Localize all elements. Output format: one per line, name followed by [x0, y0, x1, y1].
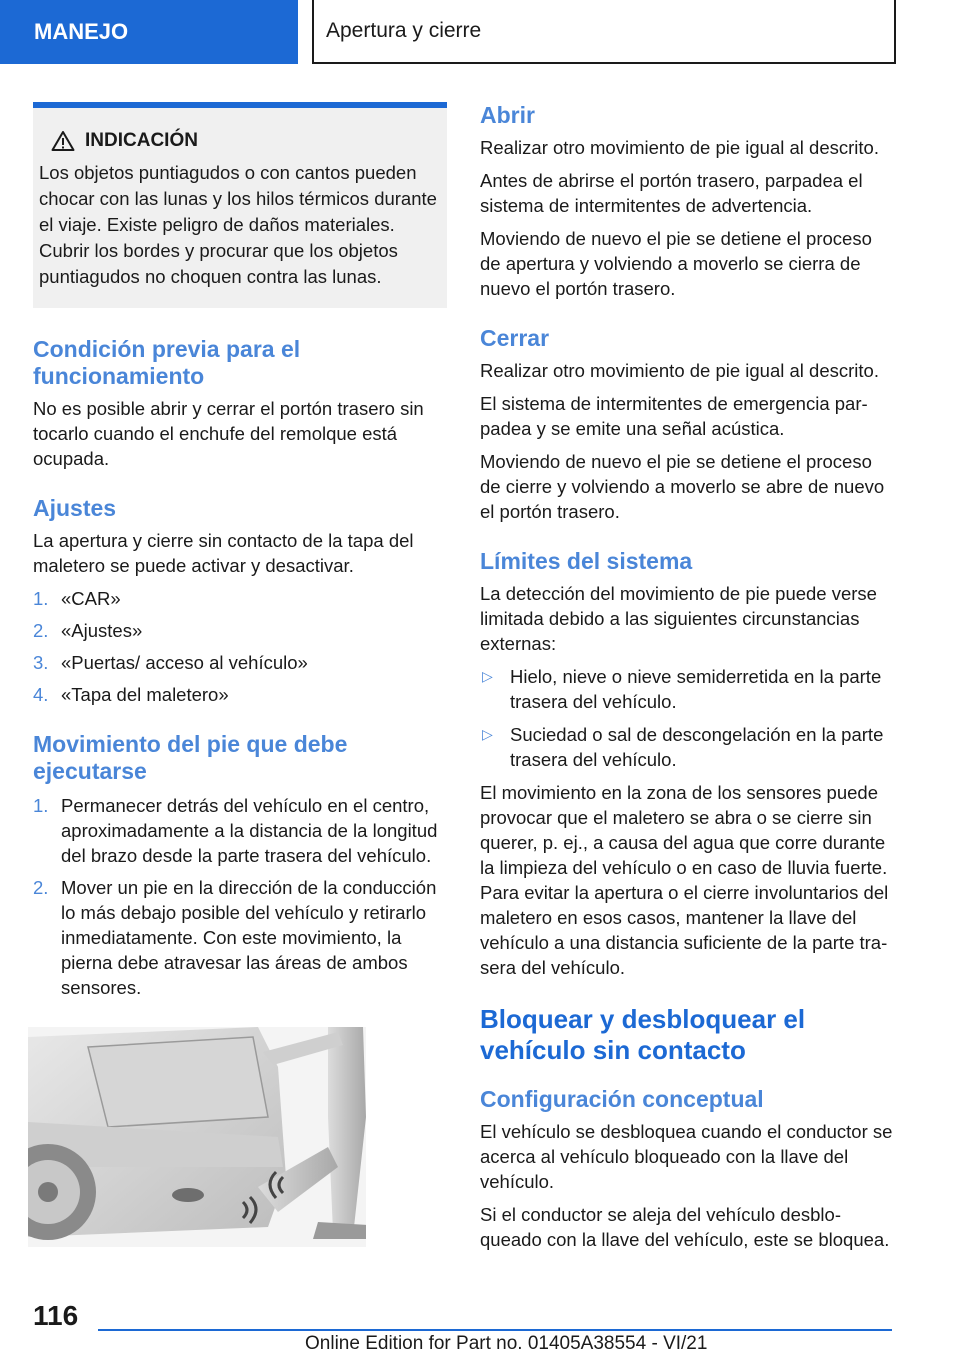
warning-icon: [51, 130, 75, 152]
warning-title: INDICACIÓN: [85, 130, 198, 151]
step-number: 1.: [33, 795, 49, 816]
step-text: Permanecer detrás del vehículo en el centro, aproximadamente a la distancia de la longitud del brazo desde la parte trasera del vehículo.: [61, 795, 438, 866]
limits-heading: Límites del sistema: [480, 548, 693, 574]
open-paragraph: Antes de abrirse el portón trasero, parpadea el sistema de intermitentes de advertencia.: [480, 170, 863, 216]
keyless-subheading: Configuración conceptual: [480, 1086, 764, 1112]
step-number: 4.: [33, 684, 49, 705]
chapter-header: [312, 0, 896, 64]
close-paragraph: Moviendo de nuevo el pie se detiene el proceso de cierre y volviendo a moverlo se abre de nuevo el portón trasero.: [480, 451, 885, 522]
keyless-section: [480, 1004, 896, 1252]
open-paragraph: Moviendo de nuevo el pie se detiene el proceso de apertura y volviendo a moverlo se cierra de nuevo el portón trasero.: [480, 228, 872, 299]
keyless-paragraph: Si el conductor se aleja del vehículo desbloqueado con la llave del vehículo, este se bloquea.: [480, 1204, 890, 1250]
triangle-bullet-icon: ▷: [482, 726, 493, 742]
warning-box: [33, 102, 447, 308]
triangle-bullet-icon: ▷: [482, 668, 493, 684]
list-item: [33, 682, 447, 707]
open-paragraph: Realizar otro movimiento de pie igual al descrito.: [480, 137, 879, 158]
movement-section: [33, 731, 447, 1000]
left-column: [33, 102, 447, 1024]
limits-section: [480, 548, 896, 980]
limits-intro: La detección del movimiento de pie puede verse limitada debido a las siguientes circunstancias externas:: [480, 583, 877, 654]
close-paragraph: El sistema de intermitentes de emergencia parpadea y se emite una señal acústica.: [480, 393, 868, 439]
step-number: 1.: [33, 588, 49, 609]
step-text: «Puertas/ acceso al vehículo»: [61, 652, 308, 673]
chapter-title: Apertura y cierre: [326, 19, 482, 42]
list-item: [33, 586, 447, 611]
warning-text: Los objetos puntiagudos o con cantos pueden chocar con las lunas y los hilos térmicos durante el viaje. Existe peligro de daños materiales. Cubrir los bordes y procurar que los objetos puntiagudos no choquen contra las lunas.: [39, 162, 437, 287]
precondition-heading: Condición previa para el funcionamiento: [33, 336, 301, 389]
limits-list: [480, 664, 896, 772]
limits-outro: El movimiento en la zona de los sensores puede provocar que el maletero se abra o se cierre sin querer, p. ej., a causa del agua que corre durante la limpieza del vehículo o en caso de lluvia fuerte. Para evitar la apertura o el cierre involuntarios del maletero en esos casos, mantener la llave del vehículo a una distancia suficiente de la parte trasera del vehículo.: [480, 782, 889, 978]
bullet-text: Suciedad o sal de descongelación en la parte trasera del vehículo.: [510, 724, 884, 770]
warning-header: [39, 130, 437, 152]
car-rear-person-image: [28, 1027, 366, 1247]
settings-steps: [33, 586, 447, 707]
edition-note: Online Edition for Part no. 01405A38554 - VI/21: [305, 1333, 708, 1354]
settings-text: La apertura y cierre sin contacto de la tapa del maletero se puede activar y desactivar.: [33, 530, 414, 576]
step-number: 2.: [33, 877, 49, 898]
precondition-text: No es posible abrir y cerrar el portón trasero sin tocarlo cuando el enchufe del remolque está ocupada.: [33, 398, 424, 469]
settings-section: [33, 495, 447, 707]
close-paragraph: Realizar otro movimiento de pie igual al descrito.: [480, 360, 879, 381]
movement-heading: Movimiento del pie que debe ejecutarse: [33, 731, 348, 784]
list-item: [33, 650, 447, 675]
list-item: [33, 875, 447, 1000]
step-text: «Tapa del maletero»: [61, 684, 229, 705]
chapter-tab: [0, 0, 298, 64]
page-number: 116: [33, 1300, 79, 1331]
bullet-text: Hielo, nieve o nieve semiderretida en la parte trasera del vehículo.: [510, 666, 882, 712]
step-text: «CAR»: [61, 588, 121, 609]
keyless-heading: Bloquear y desbloquear el vehículo sin contacto: [480, 1004, 806, 1065]
settings-heading: Ajustes: [33, 495, 117, 521]
movement-steps: [33, 793, 447, 1000]
list-item: [33, 618, 447, 643]
step-text: Mover un pie en la dirección de la conducción lo más debajo posible del vehículo y retirarlo inmediatamente. Con este movimiento, la pierna debe atravesar las áreas de ambos sensores.: [61, 877, 437, 998]
kick-sensor-illustration: [28, 1027, 366, 1247]
list-item: [33, 793, 447, 868]
list-item: [480, 722, 896, 772]
section-title: MANEJO: [34, 19, 129, 44]
footer-divider: [98, 1329, 892, 1331]
right-column: [480, 102, 896, 1260]
close-heading: Cerrar: [480, 325, 550, 351]
open-heading: Abrir: [480, 102, 535, 128]
keyless-paragraph: El vehículo se desbloquea cuando el conductor se acerca al vehículo bloqueado con la llave del vehículo.: [480, 1121, 893, 1192]
precondition-section: [33, 336, 447, 471]
open-section: [480, 102, 896, 301]
list-item: [480, 664, 896, 714]
step-number: 2.: [33, 620, 49, 641]
step-text: «Ajustes»: [61, 620, 143, 641]
close-section: [480, 325, 896, 524]
step-number: 3.: [33, 652, 49, 673]
